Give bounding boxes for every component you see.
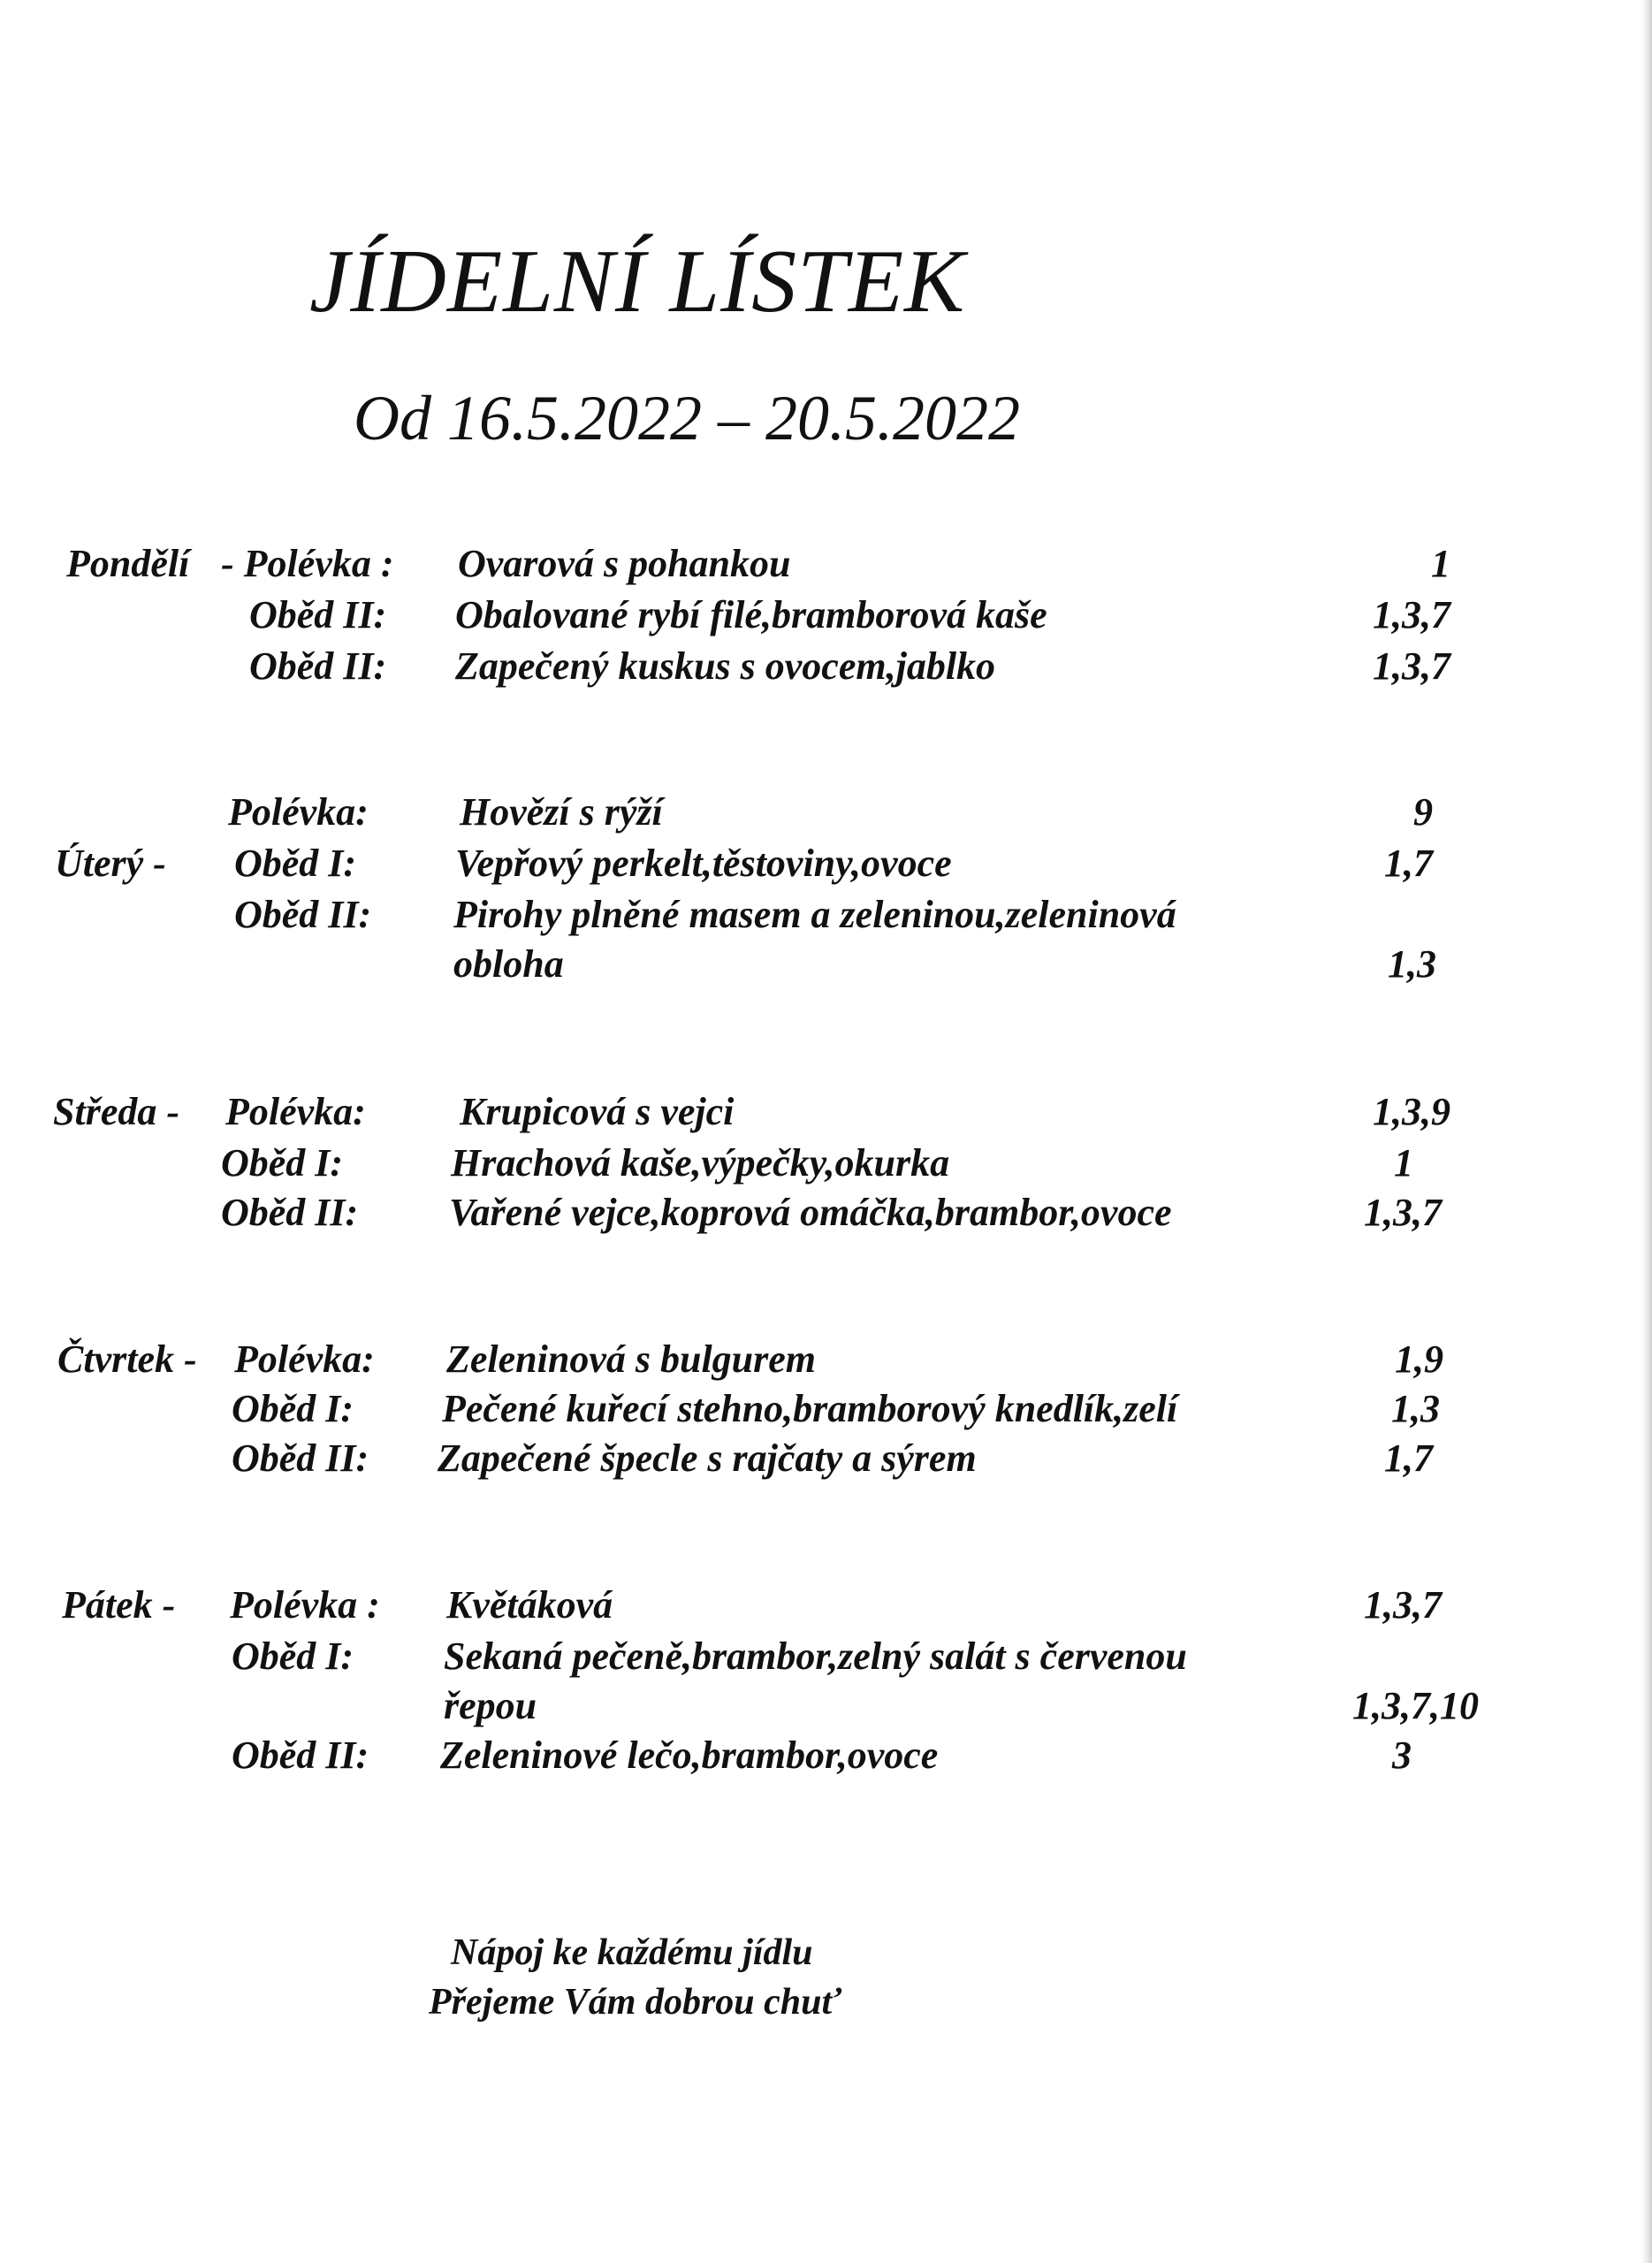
day-label: Úterý - xyxy=(55,842,166,885)
dish-name: Zapečený kuskus s ovocem,jablko xyxy=(455,644,996,688)
menu-row xyxy=(0,541,1652,594)
menu-row xyxy=(0,1386,1652,1439)
menu-row xyxy=(0,1733,1652,1786)
allergen-codes: 3 xyxy=(1392,1733,1412,1777)
menu-row xyxy=(0,1582,1652,1635)
course-label: Polévka: xyxy=(234,1337,375,1381)
dish-name: Sekaná pečeně,brambor,zelný salát s červenou xyxy=(444,1634,1187,1678)
allergen-codes: 1 xyxy=(1431,542,1450,585)
course-label: Oběd II: xyxy=(221,1191,359,1234)
dish-name: Pirohy plněné masem a zeleninou,zeleninová xyxy=(453,893,1176,936)
allergen-codes: 1,3,7 xyxy=(1373,593,1450,636)
course-label: Oběd I: xyxy=(221,1141,344,1185)
allergen-codes: 1,3,7 xyxy=(1364,1191,1442,1234)
allergen-codes: 1,7 xyxy=(1384,1436,1433,1480)
menu-row xyxy=(0,1634,1652,1687)
day-label: Pátek - xyxy=(62,1583,176,1627)
dish-name: Hovězí s rýží xyxy=(460,790,663,834)
allergen-codes: 1,3 xyxy=(1388,942,1436,986)
dish-name: Obalované rybí filé,bramborová kaše xyxy=(455,593,1047,636)
allergen-codes: 1,3,9 xyxy=(1373,1090,1450,1133)
menu-row xyxy=(0,1190,1652,1243)
menu-row xyxy=(0,1436,1652,1489)
course-label: Oběd II: xyxy=(232,1436,369,1480)
drink-note: Nápoj ke každému jídlu xyxy=(451,1932,813,1973)
menu-row xyxy=(0,592,1652,645)
dish-name: Ovarová s pohankou xyxy=(458,542,791,585)
menu-row xyxy=(0,644,1652,697)
dish-name: Květáková xyxy=(446,1583,613,1627)
menu-row xyxy=(0,1337,1652,1390)
allergen-codes: 9 xyxy=(1413,790,1433,834)
dish-name: Zapečené špecle s rajčaty a sýrem xyxy=(438,1436,977,1480)
menu-row xyxy=(0,1089,1652,1142)
page-title: JÍDELNÍ LÍSTEK xyxy=(309,232,966,331)
dish-name: Krupicová s vejci xyxy=(460,1090,735,1133)
dish-name-continued: obloha xyxy=(453,942,564,986)
allergen-codes: 1,3 xyxy=(1391,1387,1440,1430)
course-label: Oběd II: xyxy=(249,593,387,636)
course-label: Polévka : xyxy=(230,1583,380,1627)
course-label: Oběd I: xyxy=(234,842,357,885)
bon-appetit-note: Přejeme Vám dobrou chuť xyxy=(429,1982,841,2023)
menu-row xyxy=(0,892,1652,945)
course-label: Polévka: xyxy=(225,1090,366,1133)
dish-name: Zeleninová s bulgurem xyxy=(446,1337,817,1381)
menu-row xyxy=(0,1140,1652,1193)
menu-row xyxy=(0,1683,1652,1736)
dish-name: Vařené vejce,koprová omáčka,brambor,ovoce xyxy=(449,1191,1172,1234)
menu-row xyxy=(0,789,1652,842)
course-label: - Polévka : xyxy=(221,542,394,585)
allergen-codes: 1,3,7,10 xyxy=(1352,1684,1479,1727)
menu-row xyxy=(0,941,1652,994)
date-range: Od 16.5.2022 – 20.5.2022 xyxy=(354,383,1020,453)
dish-name: Hrachová kaše,výpečky,okurka xyxy=(451,1141,950,1185)
allergen-codes: 1,9 xyxy=(1395,1337,1443,1381)
dish-name-continued: řepou xyxy=(444,1684,537,1727)
course-label: Oběd I: xyxy=(232,1387,354,1430)
allergen-codes: 1,3,7 xyxy=(1364,1583,1442,1627)
allergen-codes: 1,3,7 xyxy=(1373,644,1450,688)
course-label: Oběd II: xyxy=(232,1733,369,1777)
course-label: Oběd II: xyxy=(249,644,387,688)
dish-name: Zeleninové lečo,brambor,ovoce xyxy=(440,1733,939,1777)
allergen-codes: 1,7 xyxy=(1384,842,1433,885)
dish-name: Pečené kuřecí stehno,bramborový knedlík,zelí xyxy=(442,1387,1178,1430)
day-label: Pondělí xyxy=(66,542,190,585)
menu-row xyxy=(0,841,1652,894)
day-label: Čtvrtek - xyxy=(57,1337,197,1381)
course-label: Oběd I: xyxy=(232,1634,354,1678)
course-label: Oběd II: xyxy=(234,893,372,936)
allergen-codes: 1 xyxy=(1394,1141,1413,1185)
course-label: Polévka: xyxy=(228,790,369,834)
day-label: Středa - xyxy=(53,1090,179,1133)
dish-name: Vepřový perkelt,těstoviny,ovoce xyxy=(455,842,952,885)
